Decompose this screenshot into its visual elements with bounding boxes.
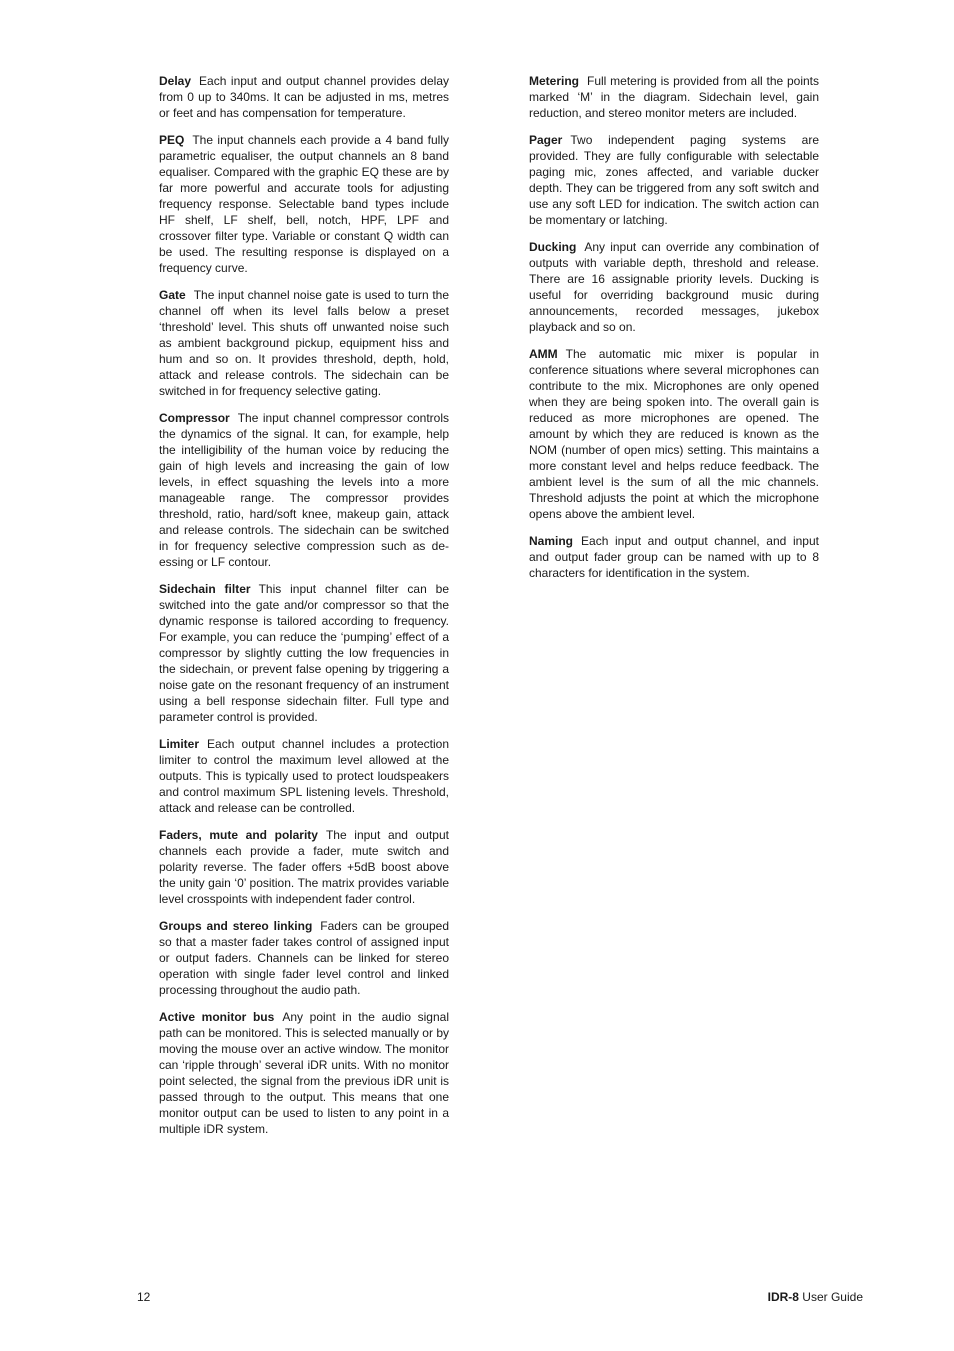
right-column (529, 73, 819, 592)
paragraph-groups (159, 918, 449, 998)
paragraph-pager (529, 132, 819, 228)
term-heading: Sidechain filter (159, 582, 251, 596)
paragraph-faders (159, 827, 449, 907)
term-heading: Limiter (159, 737, 200, 751)
paragraph-delay (159, 73, 449, 121)
guide-label: User Guide (802, 1290, 863, 1304)
term-heading: AMM (529, 347, 558, 361)
term-heading: Gate (159, 288, 186, 302)
paragraph-text: The automatic mic mixer is popular in conference situations where several microphones can contribute to the mix. Microphones are only opened when they are being spoken into. The overall gain is reduced as more microphones are opened. The amount by which they are reduced is known as the NOM (number of open mics) setting. This maintains a more constant level and helps reduce feedback. The ambient level is the sum of all the mic channels. Threshold adjusts the point at which the microphone opens above the ambient level. (529, 347, 819, 521)
paragraph-amm (529, 346, 819, 522)
paragraph-text: Any point in the audio signal path can be monitored. This is selected manually or by moving the mouse over an active window. The monitor can ‘ripple through’ several iDR units. With no monitor point selected, the signal from the previous iDR unit is passed through to the output. This means that one monitor output can be used to listen to any point in a multiple iDR system. (159, 1010, 449, 1136)
paragraph-sidechain-filter (159, 581, 449, 725)
paragraph-ducking (529, 239, 819, 335)
term-heading: Naming (529, 534, 574, 548)
paragraph-text: This input channel filter can be switched into the gate and/or compressor so that the dynamic response is tailored according to frequency. For example, you can reduce the ‘pumping’ effect of a compressor by slightly cutting the low frequencies in the sidechain, or prevent false opening by triggering a noise gate on the resonant frequency of an instrument using a bell response sidechain filter. Full type and parameter control is provided. (159, 582, 449, 724)
paragraph-text: Each output channel includes a protection limiter to control the maximum level allowed at the outputs. This is typically used to protect loudspeakers and control maximum SPL listening levels. Threshold, attack and release can be controlled. (159, 737, 449, 815)
paragraph-gate (159, 287, 449, 399)
term-heading: Delay (159, 74, 192, 88)
term-heading: Compressor (159, 411, 230, 425)
term-heading: Ducking (529, 240, 577, 254)
paragraph-limiter (159, 736, 449, 816)
paragraph-metering (529, 73, 819, 121)
paragraph-naming (529, 533, 819, 581)
paragraph-text: The input channel compressor controls the dynamics of the signal. It can, for example, help the intelligibility of the human voice by reducing the gain of high levels and increasing the gain of low levels, in effect squashing the levels into a more manageable range. The compressor provides threshold, ratio, hard/soft knee, makeup gain, attack and release controls. The sidechain can be switched in for frequency selective compression such as de-essing or LF contour. (159, 411, 449, 569)
term-heading: Active monitor bus (159, 1010, 275, 1024)
paragraph-text: Full metering is provided from all the points marked ‘M’ in the diagram. Sidechain level, gain reduction, and stereo monitor meters are included. (529, 74, 819, 120)
paragraph-peq (159, 132, 449, 276)
paragraph-text: Faders can be grouped so that a master fader takes control of assigned input or output faders. Channels can be linked for stereo operation with single fader level control and linked processing throughout the audio path. (159, 919, 449, 997)
page-number: 12 (137, 1290, 151, 1304)
paragraph-text: Two independent paging systems are provided. They are fully configurable with selectable paging mic, zones affected, and variable ducker depth. They can be triggered from any soft switch and use any soft LED for indication. The switch action can be momentary or latching. (529, 133, 819, 227)
guide-title (768, 1289, 863, 1305)
term-heading: PEQ (159, 133, 185, 147)
left-column (159, 73, 449, 1148)
paragraph-text: Each input and output channel provides delay from 0 up to 340ms. It can be adjusted in ms, metres or feet and has compensation for temperature. (159, 74, 449, 120)
term-heading: Groups and stereo linking (159, 919, 313, 933)
paragraph-compressor (159, 410, 449, 570)
term-heading: Metering (529, 74, 580, 88)
paragraph-text: The input and output channels each provide a fader, mute switch and polarity reverse. The fader offers +5dB boost above the unity gain ‘0’ position. The matrix provides variable level crosspoints with independent fader control. (159, 828, 449, 906)
paragraph-text: The input channel noise gate is used to turn the channel off when its level falls below a preset ‘threshold’ level. This shuts off unwanted noise such as ambient background pickup, equipment hiss and hum and so on. It provides threshold, depth, hold, attack and release controls. The sidechain can be switched in for frequency selective gating. (159, 288, 449, 398)
paragraph-monitor-bus (159, 1009, 449, 1137)
paragraph-text: Any input can override any combination of outputs with variable depth, threshold and release. There are 16 assignable priority levels. Ducking is useful for overriding background music during announcements, recorded messages, jukebox playback and so on. (529, 240, 819, 334)
paragraph-text: Each input and output channel, and input and output fader group can be named with up to 8 characters for identification in the system. (529, 534, 819, 580)
product-name: IDR-8 (767, 1290, 799, 1304)
term-heading: Pager (529, 133, 563, 147)
term-heading: Faders, mute and polarity (159, 828, 318, 842)
paragraph-text: The input channels each provide a 4 band fully parametric equaliser, the output channels an 8 band equaliser. Compared with the graphic EQ these are by far more powerful and accurate tools for adjusting frequency response. Selectable band types include HF shelf, LF shelf, bell, notch, HPF, LPF and crossover filter type. Variable or constant Q width can be used. The resulting response is displayed on a frequency curve. (159, 133, 449, 275)
